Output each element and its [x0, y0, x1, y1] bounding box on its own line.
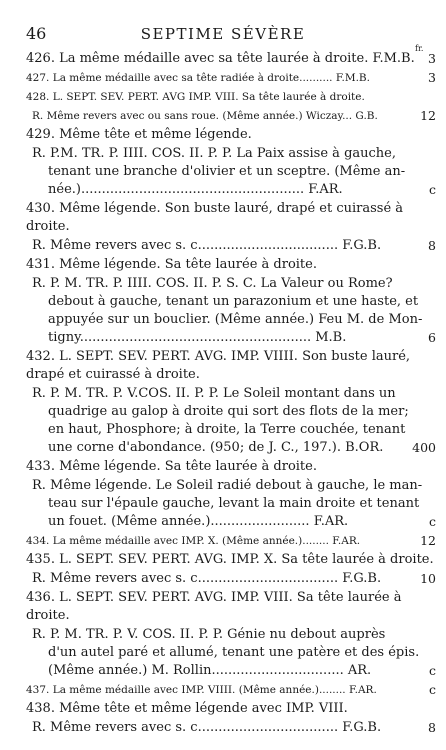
price-value: 6 — [428, 330, 436, 345]
entry-line: debout à gauche, tenant un parazonium et une haste, et — [48, 294, 419, 309]
catalog-reverse-entry — [0, 477, 446, 531]
catalog-reverse-entry — [0, 719, 446, 737]
catalog-reverse-entry — [0, 145, 446, 199]
catalog-entry — [0, 532, 446, 550]
page-header — [0, 24, 446, 53]
page-title: SEPTIME SÉVÈRE — [140, 25, 306, 43]
entry-line: quadrige au galop à droite qui sort des flots de la mer; — [48, 404, 409, 419]
entry-line: 433. Même légende. Sa tête laurée à droite. — [26, 459, 317, 474]
entry-line: 429. Même tête et même légende. — [26, 127, 252, 142]
entry-line: tigny........................................................ M.B. — [48, 330, 347, 345]
catalog-entry — [0, 681, 446, 699]
catalog-entry — [0, 458, 446, 476]
catalog-reverse-entry — [0, 275, 446, 347]
entry-line: une corne d'abondance. (950; de J. C., 197.). B.OR. — [48, 440, 384, 455]
catalog-entries — [0, 50, 446, 738]
entry-line: R. Même revers avec s. c.................................. F.G.B. — [32, 238, 382, 253]
price-value: 10 — [420, 571, 436, 586]
entry-line: tenant une branche d'olivier et un sceptre. (Même an- — [48, 164, 406, 179]
price-value: c — [428, 663, 436, 678]
entry-line: en haut, Phosphore; à droite, la Terre couchée, tenant — [48, 422, 406, 437]
entry-line: R. P. M. TR. P. V. COS. II. P. P. Génie nu debout auprès — [32, 627, 386, 642]
entry-line: 438. Même tête et même légende avec IMP. VIII. — [26, 701, 348, 716]
entry-line: 430. Même légende. Son buste lauré, drapé et cuirassé à — [26, 201, 404, 216]
price-value: 12 — [420, 108, 436, 123]
catalog-entry — [0, 88, 446, 106]
entry-line: drapé et cuirassé à droite. — [26, 367, 200, 382]
entry-line: R. Même revers avec s. c.................................. F.G.B. — [32, 571, 382, 586]
entry-line: 428. L. SEPT. SEV. PERT. AVG IMP. VIII. Sa tête laurée à droite. — [26, 91, 365, 103]
catalog-reverse-entry — [0, 570, 446, 588]
entry-line: un fouet. (Même année.)........................ F.AR. — [48, 514, 349, 529]
price-value: 8 — [428, 720, 436, 735]
entry-line: 432. L. SEPT. SEV. PERT. AVG. IMP. VIIII. Son buste lauré, — [26, 349, 411, 364]
catalog-entry — [0, 69, 446, 87]
entry-line: d'un autel paré et allumé, tenant une patère et des épis. — [48, 645, 420, 660]
catalog-reverse-entry — [0, 385, 446, 457]
catalog-entry — [0, 551, 446, 569]
catalog-reverse-entry — [0, 237, 446, 255]
entry-line: R. Même revers avec s. c.................................. F.G.B. — [32, 720, 382, 735]
price-value: 12 — [420, 533, 436, 548]
entry-line: 434. La même médaille avec IMP. X. (Même année.)........ F.AR. — [26, 535, 361, 547]
entry-line: 431. Même légende. Sa tête laurée à droite. — [26, 257, 317, 272]
catalog-entry — [0, 50, 446, 68]
catalog-entry — [0, 348, 446, 384]
price-value: c — [428, 182, 436, 197]
entry-line: R. P. M. TR. P. IIII. COS. II. P. S. C. La Valeur ou Rome? — [32, 276, 393, 291]
entry-line: teau sur l'épaule gauche, levant la main droite et tenant — [48, 496, 420, 511]
catalog-entry — [0, 700, 446, 718]
entry-line: R. P.M. TR. P. IIII. COS. II. P. P. La Paix assise à gauche, — [32, 146, 396, 161]
entry-line: R. P. M. TR. P. V.COS. II. P. P. Le Soleil montant dans un — [32, 386, 396, 401]
catalog-entry — [0, 256, 446, 274]
price-value: c — [428, 514, 436, 529]
entry-line: née.)...................................................... F.AR. — [48, 182, 343, 197]
catalog-reverse-entry — [0, 626, 446, 680]
entry-line: droite. — [26, 219, 70, 234]
entry-line: (Même année.) M. Rollin................................ AR. — [48, 663, 372, 678]
entry-line: 437. La même médaille avec IMP. VIIII. (Même année.)........ F.AR. — [26, 684, 377, 696]
entry-line: R. Même légende. Le Soleil radié debout à gauche, le man- — [32, 478, 423, 493]
entry-line: 436. L. SEPT. SEV. PERT. AVG. IMP. VIII. Sa tête laurée à — [26, 590, 402, 605]
price-value: 3 — [428, 51, 436, 66]
catalog-entry — [0, 200, 446, 236]
entry-line: 435. L. SEPT. SEV. PERT. AVG. IMP. X. Sa tête laurée à droite. — [26, 552, 434, 567]
price-value: 8 — [428, 238, 436, 253]
entry-line: R. Même revers avec ou sans roue. (Même année.) Wiczay... G.B. — [32, 110, 378, 122]
column-label: fr. — [415, 44, 424, 53]
entry-line: 426. La même médaille avec sa tête laurée à droite. F.M.B. — [26, 51, 415, 66]
entry-line: droite. — [26, 608, 70, 623]
catalog-entry — [0, 126, 446, 144]
entry-line: appuyée sur un bouclier. (Même année.) Feu M. de Mon- — [48, 312, 423, 327]
price-value: c — [428, 682, 436, 697]
catalog-reverse-entry — [0, 107, 446, 125]
price-value: 3 — [428, 70, 436, 85]
price-value: 400 — [412, 440, 436, 455]
entry-line: 427. La même médaille avec sa tête radiée à droite.......... F.M.B. — [26, 72, 370, 84]
catalog-entry — [0, 589, 446, 625]
page-number: 46 — [26, 24, 47, 43]
